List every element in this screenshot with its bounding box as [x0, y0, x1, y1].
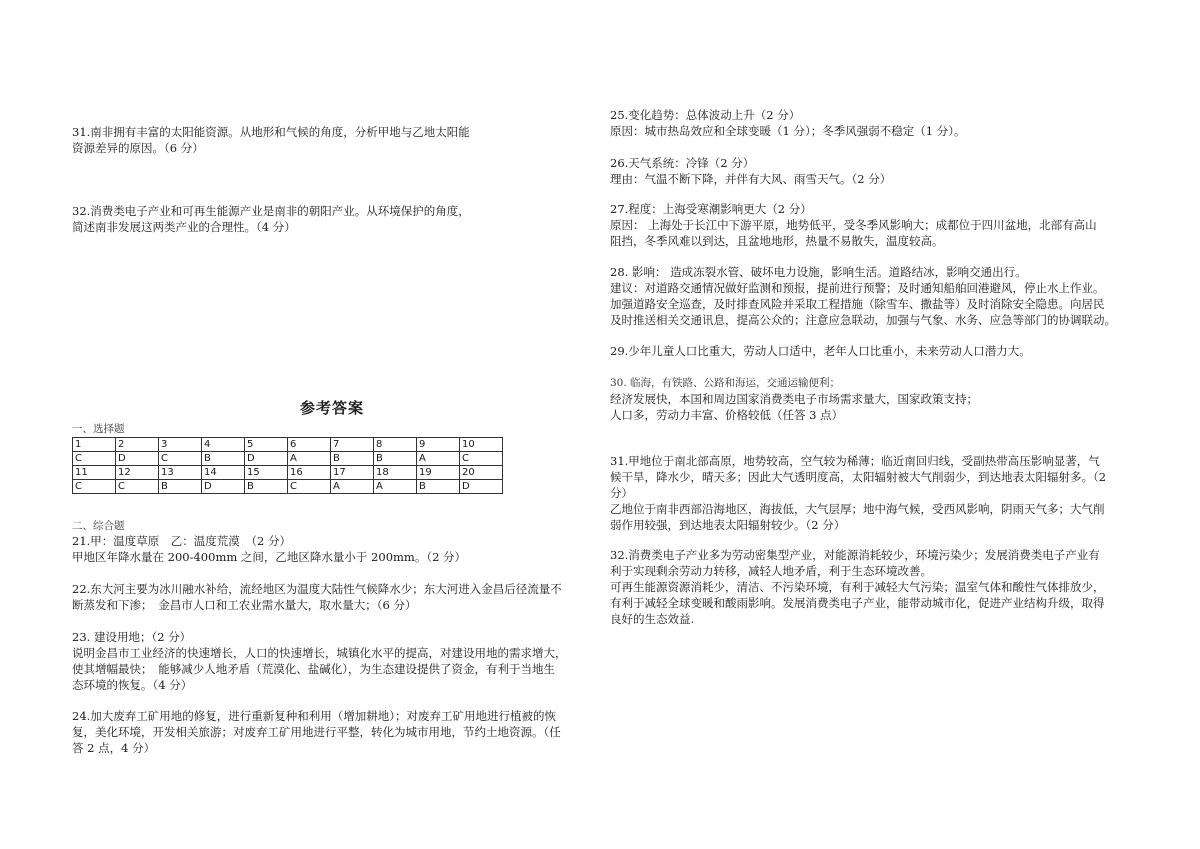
table-cell: 2: [116, 438, 159, 452]
table-cell: 9: [417, 438, 460, 452]
text-line: 分）: [610, 486, 633, 500]
question-32: [72, 203, 592, 235]
table-cell: 7: [331, 438, 374, 452]
text-line: 32.消费类电子产业多为劳动密集型产业，对能源消耗较少，环境污染少；发展消费类电子产业有: [610, 548, 1100, 562]
table-cell: A: [288, 452, 331, 466]
table-row: [73, 438, 503, 452]
text-line: 24.加大废弃工矿用地的修复，进行重新复种和利用（增加耕地）；对废弃工矿用地进行植被的恢: [72, 709, 557, 723]
table-cell: C: [288, 480, 331, 494]
table-cell: 1: [73, 438, 116, 452]
page-title: 参考答案: [299, 399, 364, 417]
text-line: 理由：气温不断下降，并伴有大风、雨雪天气。（2 分）: [610, 172, 892, 186]
text-line: 使其增幅最快； 能够减少人地矛盾（荒漠化、盐碱化），为生态建设提供了资金，有利于当地生: [72, 662, 555, 676]
table-cell: 11: [73, 466, 116, 480]
text-line: 29.少年儿童人口比重大，劳动人口适中，老年人口比重小，未来劳动人口潜力大。: [610, 344, 1031, 358]
table-cell: B: [417, 480, 460, 494]
table-cell: 8: [374, 438, 417, 452]
text-line: 说明金昌市工业经济的快速增长，人口的快速增长，城镇化水平的提高，对建设用地的需求增大，: [72, 646, 567, 660]
text-line: 30. 临海，有铁路、公路和海运，交通运输便利；: [610, 377, 841, 389]
answer-30: [610, 375, 1130, 423]
text-line: 弱作用较强，到达地表太阳辐射较少。（2 分）: [610, 518, 846, 532]
table-cell: B: [245, 480, 288, 494]
answer-29: [610, 343, 1130, 359]
answer-28: [610, 264, 1130, 328]
table-cell: 3: [159, 438, 202, 452]
text-line: 建议：对道路交通情况做好监测和预报，提前进行预警；及时通知船舶回港避风，停止水上作业。: [610, 281, 1105, 295]
text-line: 候干旱，降水少，晴天多；因此大气透明度高，太阳辐射被大气削弱少，到达地表太阳辐射多。（2: [610, 470, 1107, 484]
table-cell: B: [202, 452, 245, 466]
text-line: 及时推送相关交通讯息，提高公众的；注意应急联动，加强与气象、水务、应急等部门的协调联动。: [610, 313, 1116, 327]
text-line: 人口多，劳动力丰富、价格较低（任答 3 点）: [610, 408, 844, 422]
text-line: 资源差异的原因。（6 分）: [72, 141, 204, 155]
choice-answer-table: [72, 437, 503, 494]
table-row: [73, 452, 503, 466]
section-comprehensive-heading: 二、综合题: [72, 520, 125, 532]
table-cell: C: [116, 480, 159, 494]
text-line: 25.变化趋势：总体波动上升（2 分）: [610, 108, 801, 122]
text-line: 27.程度：上海受寒潮影响更大（2 分）: [610, 202, 812, 216]
table-cell: A: [417, 452, 460, 466]
table-cell: D: [460, 480, 503, 494]
text-line: 利于实现剩余劳动力转移，减轻人地矛盾，利于生态环境改善。: [610, 564, 932, 578]
table-cell: 17: [331, 466, 374, 480]
table-row: [73, 466, 503, 480]
table-cell: 14: [202, 466, 245, 480]
text-line: 良好的生态效益.: [610, 612, 695, 626]
text-line: 原因： 上海处于长江中下游平原，地势低平，受冬季风影响大；成都位于四川盆地，北部有高山: [610, 218, 1097, 232]
table-cell: C: [73, 452, 116, 466]
text-line: 21.甲：温度草原 乙：温度荒漠 （2 分）: [72, 534, 292, 548]
answer-25: [610, 107, 1130, 139]
table-cell: D: [245, 452, 288, 466]
table-cell: 13: [159, 466, 202, 480]
answer-23: [72, 629, 592, 693]
table-cell: A: [374, 480, 417, 494]
text-line: 简述南非发展这两类产业的合理性。（4 分）: [72, 220, 296, 234]
text-line: 复，美化环境，开发相关旅游；对废弃工矿用地进行平整，转化为城市用地，节约土地资源。（任: [72, 725, 561, 739]
text-line: 加强道路安全巡查，及时排查风险并采取工程措施（除雪车、撒盐等）及时消除安全隐患。向居民: [610, 297, 1105, 311]
text-line: 乙地位于南非西部沿海地区，海拔低，大气层厚；地中海气候，受西风影响，阴雨天气多；大气削: [610, 502, 1105, 516]
table-cell: 19: [417, 466, 460, 480]
table-cell: 5: [245, 438, 288, 452]
text-line: 32.消费类电子产业和可再生能源产业是南非的朝阳产业。从环境保护的角度，: [72, 204, 470, 218]
text-line: 28. 影响： 造成冻裂水管、破坏电力设施，影响生活。道路结冰，影响交通出行。: [610, 265, 1027, 279]
text-line: 22.东大河主要为冰川融水补给，流经地区为温度大陆性气候降水少；东大河进入金昌后径流量不: [72, 582, 562, 596]
text-line: 31.甲地位于南北部高原，地势较高，空气较为稀薄；临近南回归线，受副热带高压影响显著，气: [610, 454, 1100, 468]
text-line: 原因：城市热岛效应和全球变暖（1 分）；冬季风强弱不稳定（1 分）。: [610, 124, 966, 138]
table-cell: 15: [245, 466, 288, 480]
text-line: 态环境的恢复。（4 分）: [72, 678, 193, 692]
table-cell: A: [331, 480, 374, 494]
text-line: 甲地区年降水量在 200-400mm 之间，乙地区降水量小于 200mm。（2 分）: [72, 550, 467, 564]
table-cell: C: [73, 480, 116, 494]
text-line: 23. 建设用地；（2 分）: [72, 630, 192, 644]
answer-24: [72, 708, 592, 756]
table-cell: 10: [460, 438, 503, 452]
answer-32: [610, 547, 1130, 627]
answer-26: [610, 155, 1130, 187]
text-line: 经济发展快，本国和周边国家消费类电子市场需求量大，国家政策支持；: [610, 392, 978, 406]
text-line: 阻挡，冬季风难以到达，且盆地地形，热量不易散失，温度较高。: [610, 234, 944, 248]
answer-21: [72, 533, 592, 565]
answer-31: [610, 453, 1130, 533]
table-cell: C: [159, 452, 202, 466]
section-choice-heading: 一、选择题: [72, 423, 125, 435]
table-cell: 6: [288, 438, 331, 452]
table-cell: 16: [288, 466, 331, 480]
text-line: 答 2 点，4 分）: [72, 741, 156, 755]
table-cell: C: [460, 452, 503, 466]
question-31: [72, 124, 592, 156]
table-cell: 18: [374, 466, 417, 480]
answer-22: [72, 581, 592, 613]
text-line: 可再生能源资源消耗少，清洁、不污染环境，有利于减轻大气污染；温室气体和酸性气体排放少，: [610, 580, 1105, 594]
text-line: 31.南非拥有丰富的太阳能资源。从地形和气候的角度，分析甲地与乙地太阳能: [72, 125, 470, 139]
table-row: [73, 480, 503, 494]
table-cell: B: [159, 480, 202, 494]
answer-27: [610, 201, 1130, 249]
text-line: 断蒸发和下渗； 金昌市人口和工农业需水量大，取水量大；（6 分）: [72, 598, 417, 612]
table-cell: 12: [116, 466, 159, 480]
table-cell: 20: [460, 466, 503, 480]
table-cell: D: [116, 452, 159, 466]
table-cell: B: [331, 452, 374, 466]
table-cell: 4: [202, 438, 245, 452]
text-line: 26.天气系统：冷锋（2 分）: [610, 156, 755, 170]
table-cell: D: [202, 480, 245, 494]
table-cell: B: [374, 452, 417, 466]
text-line: 有利于减轻全球变暖和酸雨影响。发展消费类电子产业，能带动城市化，促进产业结构升级，取得: [610, 596, 1105, 610]
